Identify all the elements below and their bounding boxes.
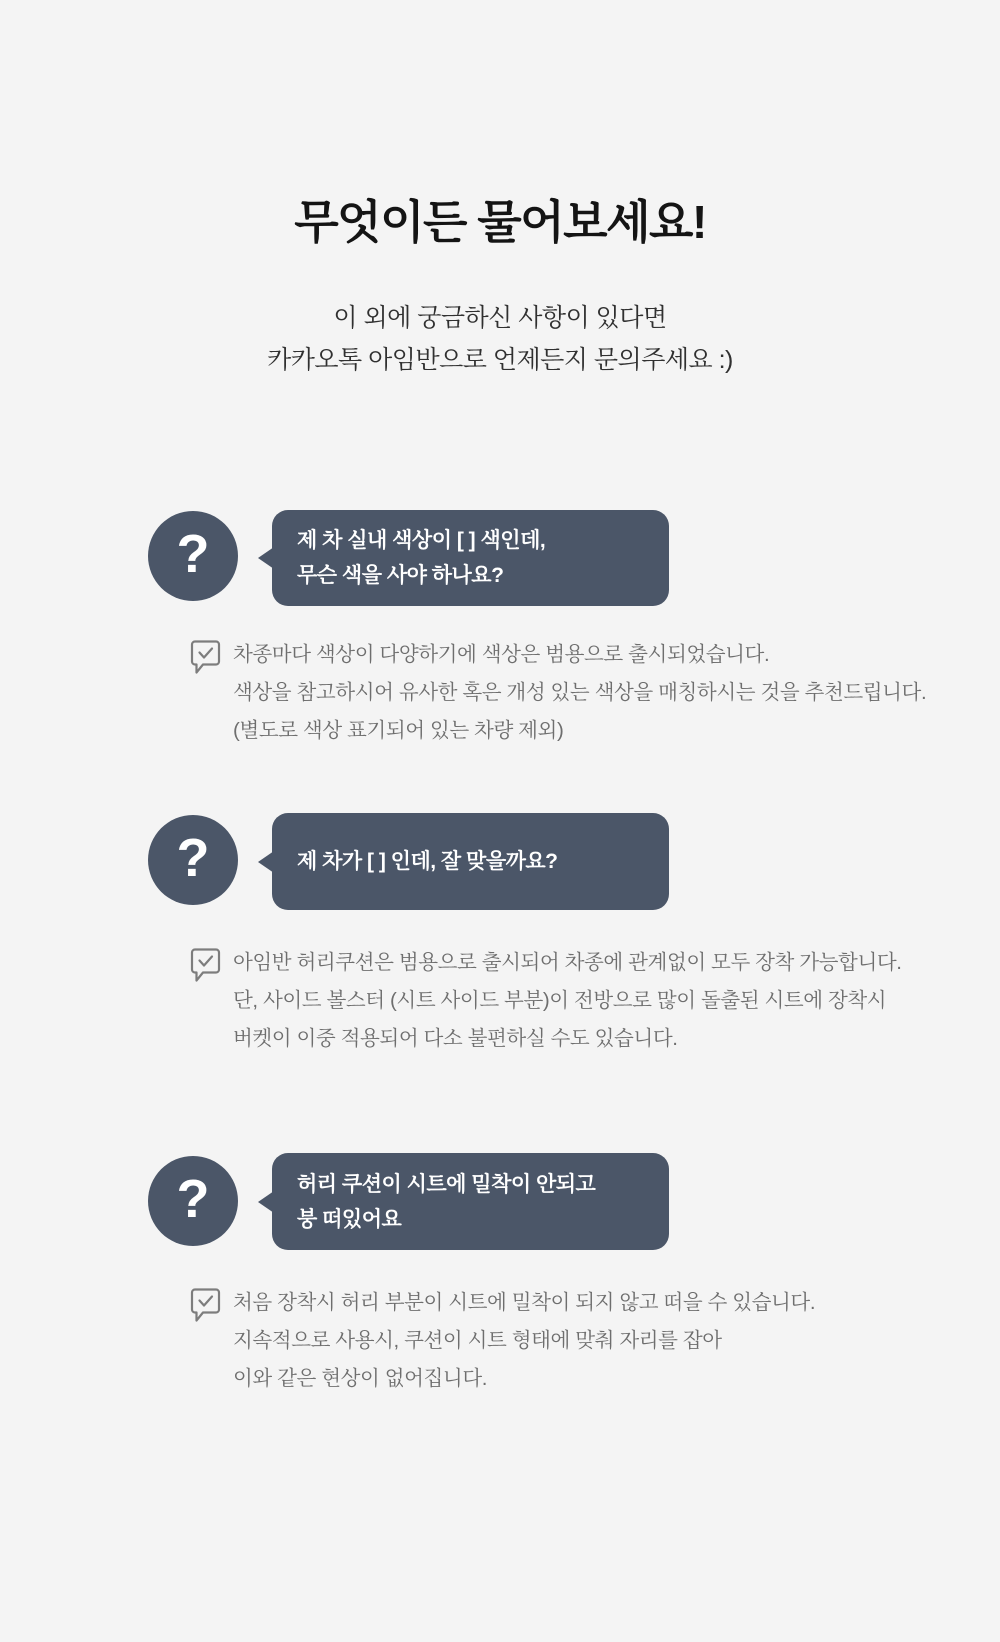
- question-circle-2: [148, 815, 238, 905]
- question-bubble-3: [272, 1153, 669, 1250]
- question-text: 허리 쿠션이 시트에 밀착이 안되고: [297, 1172, 596, 1196]
- check-speech-bubble-icon: [190, 1288, 221, 1322]
- subtitle-line-2: 카카오톡 아임반으로 언제든지 문의주세요 :): [267, 346, 733, 374]
- question-bubble-2: [272, 813, 669, 910]
- answer-line: 버켓이 이중 적용되어 다소 불편하실 수도 있습니다.: [233, 1027, 678, 1050]
- question-mark-icon: ?: [176, 1169, 210, 1229]
- answer-text: [233, 636, 926, 750]
- answer-line: 단, 사이드 볼스터 (시트 사이드 부분)이 전방으로 많이 돌출된 시트에 장착시: [233, 989, 887, 1012]
- question-mark-icon: ?: [176, 524, 210, 584]
- bubble-tail: [258, 547, 274, 569]
- subtitle-line-1: 이 외에 궁금하신 사항이 있다면: [333, 304, 667, 332]
- question-circle-1: [148, 511, 238, 601]
- answer-line: 색상을 참고하시어 유사한 혹은 개성 있는 색상을 매칭하시는 것을 추천드립니다.: [233, 681, 927, 704]
- question-bubble-1: [272, 510, 669, 606]
- check-speech-bubble-icon: [190, 948, 221, 982]
- question-mark-icon: ?: [176, 828, 210, 888]
- page-subtitle: [0, 297, 1000, 381]
- answer-line: 처음 장착시 허리 부분이 시트에 밀착이 되지 않고 떠을 수 있습니다.: [233, 1291, 816, 1314]
- answer-line: (별도로 색상 표기되어 있는 차량 제외): [233, 719, 564, 742]
- answer-text: [233, 1284, 815, 1398]
- question-text: 무슨 색을 사야 하나요?: [297, 564, 504, 587]
- answer-block-1: [190, 636, 926, 750]
- answer-line: 이와 같은 현상이 없어집니다.: [233, 1367, 488, 1390]
- question-text: 붕 떠있어요: [297, 1207, 402, 1231]
- answer-line: 지속적으로 사용시, 쿠션이 시트 형태에 맞춰 자리를 잡아: [233, 1329, 722, 1352]
- answer-line: 차종마다 색상이 다양하기에 색상은 범용으로 출시되었습니다.: [233, 643, 770, 666]
- answer-line: 아임반 허리쿠션은 범용으로 출시되어 차종에 관계없이 모두 장착 가능합니다.: [233, 951, 902, 974]
- answer-block-3: [190, 1284, 815, 1398]
- check-speech-bubble-icon: [190, 640, 221, 674]
- bubble-tail: [258, 851, 274, 873]
- answer-block-2: [190, 944, 902, 1058]
- page-title: 무엇이든 물어보세요!: [294, 196, 706, 248]
- question-text: 제 차 실내 색상이 [ ] 색인데,: [297, 529, 546, 552]
- bubble-tail: [258, 1191, 274, 1213]
- answer-text: [233, 944, 902, 1058]
- question-text: 제 차가 [ ] 인데, 잘 맞을까요?: [297, 850, 558, 873]
- question-circle-3: [148, 1156, 238, 1246]
